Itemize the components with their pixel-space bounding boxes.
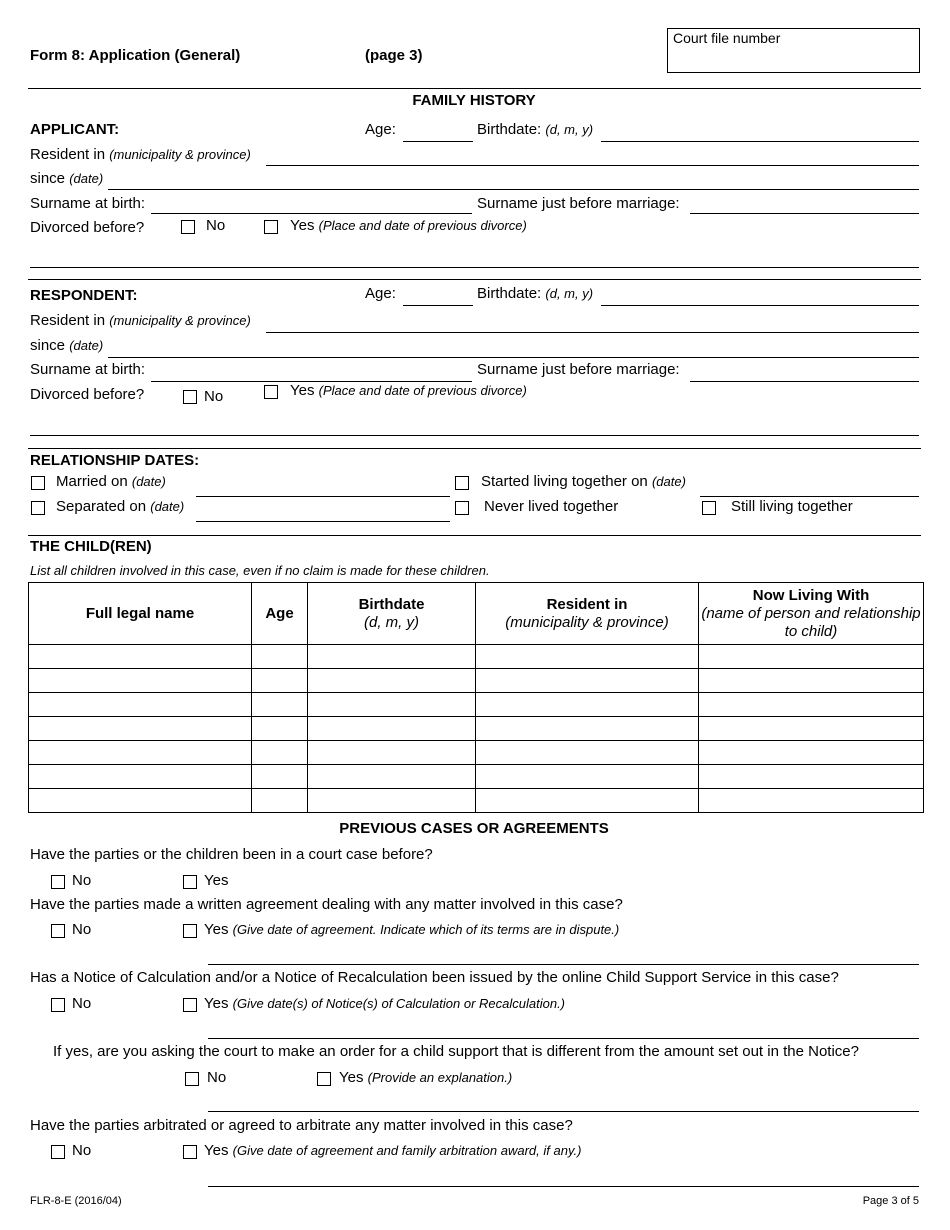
page-reference: (page 3) bbox=[365, 47, 423, 64]
still-living-together-label: Still living together bbox=[731, 498, 853, 515]
table-cell[interactable] bbox=[699, 717, 924, 741]
respondent-resident-field[interactable] bbox=[266, 332, 919, 333]
respondent-surname-marriage-label: Surname just before marriage: bbox=[477, 361, 680, 378]
children-heading: THE CHILD(REN) bbox=[30, 538, 152, 555]
court-file-number-box[interactable] bbox=[667, 28, 920, 73]
table-cell[interactable] bbox=[699, 693, 924, 717]
respondent-divorced-yes-label: Yes (Place and date of previous divorce) bbox=[290, 382, 527, 399]
agreement-no-label: No bbox=[72, 921, 92, 938]
table-row bbox=[29, 717, 924, 741]
table-cell[interactable] bbox=[308, 669, 476, 693]
applicant-birthdate-label: Birthdate: (d, m, y) bbox=[477, 121, 594, 138]
table-row bbox=[29, 789, 924, 813]
table-cell[interactable] bbox=[476, 789, 699, 813]
notice-yes-label: Yes (Give date(s) of Notice(s) of Calculation or Recalculation.) bbox=[204, 995, 566, 1012]
table-cell[interactable] bbox=[699, 645, 924, 669]
family-history-title: FAMILY HISTORY bbox=[412, 92, 536, 109]
table-header-row bbox=[29, 583, 924, 645]
children-table bbox=[28, 582, 924, 813]
notice-details-field[interactable] bbox=[208, 1038, 919, 1039]
table-cell[interactable] bbox=[29, 645, 252, 669]
separated-on-checkbox[interactable] bbox=[31, 501, 45, 515]
column-header-full-legal-name: Full legal name bbox=[29, 583, 252, 645]
applicant-divorced-yes-checkbox[interactable] bbox=[264, 220, 278, 234]
applicant-divorced-no-checkbox[interactable] bbox=[181, 220, 195, 234]
form-title: Form 8: Application (General) bbox=[30, 47, 241, 64]
table-cell[interactable] bbox=[308, 741, 476, 765]
column-header-resident-in: Resident in (municipality & province) bbox=[476, 583, 699, 645]
applicant-surname-marriage-field[interactable] bbox=[690, 213, 919, 214]
court-case-yes-label: Yes bbox=[204, 872, 229, 889]
arbitration-details-field[interactable] bbox=[208, 1186, 919, 1187]
table-cell[interactable] bbox=[308, 693, 476, 717]
still-living-together-checkbox[interactable] bbox=[702, 501, 716, 515]
different-support-no-checkbox[interactable] bbox=[185, 1072, 199, 1086]
arbitration-yes-checkbox[interactable] bbox=[183, 1145, 197, 1159]
respondent-divorced-no-label: No bbox=[204, 388, 224, 405]
question-notice-of-calculation: Has a Notice of Calculation and/or a Notice of Recalculation been issued by the online Child Support Service in this case? bbox=[30, 969, 839, 986]
married-on-checkbox[interactable] bbox=[31, 476, 45, 490]
table-cell[interactable] bbox=[308, 765, 476, 789]
applicant-divorce-details-field[interactable] bbox=[30, 267, 919, 268]
children-instruction: List all children involved in this case, even if no claim is made for these children. bbox=[30, 563, 490, 578]
table-cell[interactable] bbox=[476, 765, 699, 789]
table-cell[interactable] bbox=[29, 765, 252, 789]
header-divider bbox=[28, 88, 921, 89]
applicant-divorced-no-label: No bbox=[206, 217, 226, 234]
respondent-age-field[interactable] bbox=[403, 305, 473, 306]
started-living-together-checkbox[interactable] bbox=[455, 476, 469, 490]
table-cell[interactable] bbox=[29, 741, 252, 765]
court-case-yes-checkbox[interactable] bbox=[183, 875, 197, 889]
table-cell[interactable] bbox=[29, 717, 252, 741]
table-cell[interactable] bbox=[476, 693, 699, 717]
table-cell[interactable] bbox=[476, 645, 699, 669]
question-court-case-before: Have the parties or the children been in a court case before? bbox=[30, 846, 433, 863]
table-row bbox=[29, 693, 924, 717]
agreement-yes-checkbox[interactable] bbox=[183, 924, 197, 938]
respondent-age-label: Age: bbox=[365, 285, 396, 302]
table-row bbox=[29, 669, 924, 693]
respondent-birthdate-field[interactable] bbox=[601, 305, 919, 306]
table-cell[interactable] bbox=[699, 765, 924, 789]
married-on-label: Married on (date) bbox=[56, 473, 166, 490]
respondent-surname-birth-label: Surname at birth: bbox=[30, 361, 146, 378]
section-divider bbox=[28, 448, 921, 449]
column-header-age: Age bbox=[252, 583, 308, 645]
applicant-surname-birth-label: Surname at birth: bbox=[30, 195, 146, 212]
column-header-now-living-with: Now Living With (name of person and relationship to child) bbox=[699, 583, 924, 645]
never-lived-together-checkbox[interactable] bbox=[455, 501, 469, 515]
started-living-together-label: Started living together on (date) bbox=[481, 473, 686, 490]
table-cell[interactable] bbox=[699, 741, 924, 765]
table-cell[interactable] bbox=[252, 717, 308, 741]
section-divider bbox=[28, 535, 921, 536]
applicant-age-label: Age: bbox=[365, 121, 396, 138]
table-cell[interactable] bbox=[308, 789, 476, 813]
applicant-since-label: since (date) bbox=[30, 170, 104, 187]
different-support-yes-checkbox[interactable] bbox=[317, 1072, 331, 1086]
table-cell[interactable] bbox=[29, 669, 252, 693]
table-row bbox=[29, 765, 924, 789]
table-cell[interactable] bbox=[308, 717, 476, 741]
arbitration-no-label: No bbox=[72, 1142, 92, 1159]
arbitration-no-checkbox[interactable] bbox=[51, 1145, 65, 1159]
table-row bbox=[29, 645, 924, 669]
form-code: FLR-8-E (2016/04) bbox=[30, 1195, 122, 1207]
question-arbitration: Have the parties arbitrated or agreed to arbitrate any matter involved in this case? bbox=[30, 1117, 573, 1134]
table-cell[interactable] bbox=[252, 741, 308, 765]
applicant-surname-marriage-label: Surname just before marriage: bbox=[477, 195, 680, 212]
notice-no-label: No bbox=[72, 995, 92, 1012]
agreement-no-checkbox[interactable] bbox=[51, 924, 65, 938]
respondent-surname-marriage-field[interactable] bbox=[690, 381, 919, 382]
separated-on-field[interactable] bbox=[196, 521, 450, 522]
table-cell[interactable] bbox=[29, 693, 252, 717]
agreement-yes-label: Yes (Give date of agreement. Indicate which of its terms are in dispute.) bbox=[204, 921, 620, 938]
respondent-since-field[interactable] bbox=[108, 357, 919, 358]
page-number: Page 3 of 5 bbox=[862, 1195, 919, 1207]
respondent-divorce-details-field[interactable] bbox=[30, 435, 919, 436]
respondent-divorced-label: Divorced before? bbox=[30, 386, 145, 403]
applicant-divorced-yes-label: Yes (Place and date of previous divorce) bbox=[290, 217, 527, 234]
table-cell[interactable] bbox=[699, 669, 924, 693]
respondent-divorced-no-checkbox[interactable] bbox=[183, 390, 197, 404]
relationship-dates-heading: RELATIONSHIP DATES: bbox=[30, 452, 200, 469]
different-support-no-label: No bbox=[207, 1069, 227, 1086]
applicant-age-field[interactable] bbox=[403, 141, 473, 142]
applicant-divorced-label: Divorced before? bbox=[30, 219, 145, 236]
applicant-birthdate-field[interactable] bbox=[601, 141, 919, 142]
table-cell[interactable] bbox=[252, 789, 308, 813]
table-cell[interactable] bbox=[252, 645, 308, 669]
separated-on-label: Separated on (date) bbox=[56, 498, 185, 515]
court-file-number-label: Court file number bbox=[673, 30, 781, 46]
table-cell[interactable] bbox=[699, 789, 924, 813]
applicant-heading: APPLICANT: bbox=[30, 121, 120, 138]
table-row bbox=[29, 741, 924, 765]
table-cell[interactable] bbox=[476, 717, 699, 741]
never-lived-together-label: Never lived together bbox=[484, 498, 619, 515]
notice-yes-checkbox[interactable] bbox=[183, 998, 197, 1012]
table-cell[interactable] bbox=[29, 789, 252, 813]
table-cell[interactable] bbox=[476, 669, 699, 693]
different-support-yes-label: Yes (Provide an explanation.) bbox=[339, 1069, 513, 1086]
started-living-together-field[interactable] bbox=[700, 496, 919, 497]
court-case-no-checkbox[interactable] bbox=[51, 875, 65, 889]
arbitration-yes-label: Yes (Give date of agreement and family arbitration award, if any.) bbox=[204, 1142, 582, 1159]
table-cell[interactable] bbox=[308, 645, 476, 669]
question-written-agreement: Have the parties made a written agreement dealing with any matter involved in this case? bbox=[30, 896, 623, 913]
previous-cases-title: PREVIOUS CASES OR AGREEMENTS bbox=[339, 820, 609, 837]
table-cell[interactable] bbox=[476, 741, 699, 765]
court-case-no-label: No bbox=[72, 872, 92, 889]
table-cell[interactable] bbox=[252, 669, 308, 693]
respondent-since-label: since (date) bbox=[30, 337, 104, 354]
applicant-resident-label: Resident in (municipality & province) bbox=[30, 146, 251, 163]
respondent-divorced-yes-checkbox[interactable] bbox=[264, 385, 278, 399]
applicant-resident-field[interactable] bbox=[266, 165, 919, 166]
section-divider bbox=[28, 279, 921, 280]
respondent-resident-label: Resident in (municipality & province) bbox=[30, 312, 251, 329]
agreement-details-field[interactable] bbox=[208, 964, 919, 965]
applicant-surname-birth-field[interactable] bbox=[151, 213, 472, 214]
respondent-heading: RESPONDENT: bbox=[30, 287, 138, 304]
table-cell[interactable] bbox=[252, 693, 308, 717]
question-different-child-support: If yes, are you asking the court to make an order for a child support that is different from the amount set out in the Notice? bbox=[53, 1043, 859, 1060]
column-header-birthdate: Birthdate (d, m, y) bbox=[308, 583, 476, 645]
notice-no-checkbox[interactable] bbox=[51, 998, 65, 1012]
different-support-details-field[interactable] bbox=[208, 1111, 919, 1112]
married-on-field[interactable] bbox=[196, 496, 450, 497]
applicant-since-field[interactable] bbox=[108, 189, 919, 190]
table-cell[interactable] bbox=[252, 765, 308, 789]
respondent-birthdate-label: Birthdate: (d, m, y) bbox=[477, 285, 594, 302]
